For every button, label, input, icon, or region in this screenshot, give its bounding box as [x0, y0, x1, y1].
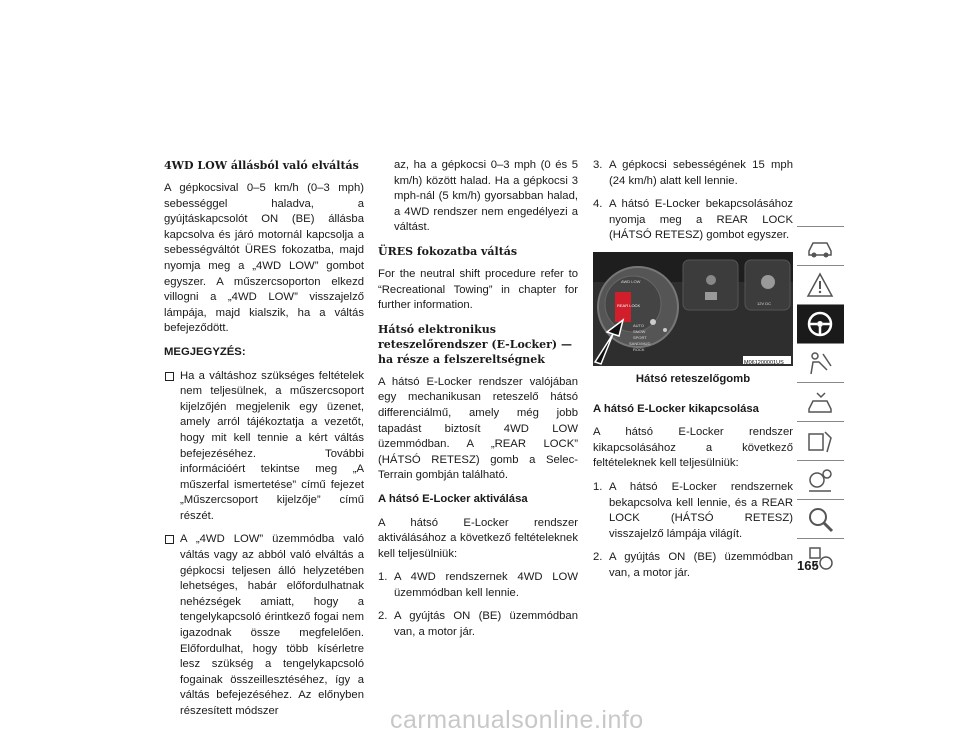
tab-emergency[interactable] — [797, 382, 844, 422]
list-item-text: A hátsó E-Locker bekapcsolásához nyomja meg a REAR LOCK (HÁTSÓ RETESZ) gombot egyszer. — [609, 198, 793, 242]
note-bullet — [164, 369, 364, 525]
paragraph: A hátsó E-Locker rendszer kikapcsolásához a következő feltételeknek kell teljesülniük: — [593, 426, 793, 470]
list-item: 2. A gyújtás ON (BE) üzemmódban van, a motor jár. — [593, 551, 793, 579]
tab-maintenance[interactable] — [797, 421, 844, 461]
photo-code: M061200001US — [744, 359, 784, 366]
bullet-text: A „4WD LOW” üzemmódba való váltás vagy az abból való elváltás a gépkocsi teljesen álló helyzetében lehetséges, habár előfordulhatnak nehézségek amiatt, hogy a tengelykapcsoló érintkező fogai nem igazodnak össze megfelelően. Előfordulhat, hogy több kísérletre lesz szükség a tengelykapcsoló fogainak összeillesztéséhez, így a váltás befejezéséhez. Az előnyben részesített módszer — [180, 533, 364, 717]
index-search-icon — [805, 504, 835, 534]
paragraph: A hátsó E-Locker rendszer valójában egy mechanikusan reteszelő hátsó differenciálmű, amely még jobb tapadást biztosít 4WD LOW üzemmódban. A „REAR LOCK” (HÁTSÓ RETESZ) gomb a Selec-Terrain gombján található. — [378, 375, 578, 482]
photo-label-rear-lock: REAR LOCK — [617, 302, 641, 308]
tab-car-info[interactable] — [797, 226, 844, 266]
tab-warning-lights[interactable] — [797, 265, 844, 305]
subsection-heading: A hátsó E-Locker kikapcsolása — [593, 402, 759, 415]
figure-caption: Hátsó reteszelőgomb — [635, 372, 751, 385]
tab-steering-wheel[interactable] — [797, 304, 844, 344]
list-item: 2. A gyújtás ON (BE) üzemmódban van, a motor jár. — [378, 610, 578, 639]
list-item: 1. A hátsó E-Locker rendszernek bekapcsolva kell lennie, és a REAR LOCK (HÁTSÓ RETESZ) visszajelző lámpája világít. — [593, 480, 793, 540]
list-item-text: A gyújtás ON (BE) üzemmódban van, a motor jár. — [609, 551, 793, 579]
photo-label-12v: 12V DC — [757, 300, 772, 306]
emergency-icon — [805, 387, 835, 417]
list-item-text: A hátsó E-Locker rendszernek bekapcsolva kell lennie, és a REAR LOCK (HÁTSÓ RETESZ) visszajelző lámpája világít. — [609, 480, 793, 540]
list-item-text: A gépkocsi sebességének 15 mph (24 km/h) alatt kell lennie. — [609, 159, 793, 187]
column-middle — [378, 158, 578, 649]
photo-label-rock: ROCK — [633, 346, 645, 352]
list-item-text: A 4WD rendszernek 4WD LOW üzemmódban kell lennie. — [394, 571, 578, 599]
rear-lock-button-photo — [593, 252, 793, 366]
paragraph: For the neutral shift procedure refer to “Recreational Towing” in chapter for further information. — [378, 267, 578, 312]
photo-label-awd: AWD LOW — [621, 278, 641, 284]
paragraph: A gépkocsival 0–5 km/h (0–3 mph) sebességgel haladva, a gyújtáskapcsolót ON (BE) állásba kapcsolva és járó motornál kapcsolja a sebességváltót ÜRES fokozatba, majd nyomja meg a „4WD LOW” gombot egyszer. A műszercsoporton elkezd villogni a „4WD LOW” visszajelző lámpája, majd kialszik, ha a váltás befejeződött. — [164, 182, 364, 335]
car-info-icon — [805, 231, 835, 261]
section-heading: Hátsó elektronikus reteszelőrendszer (E-Locker) — ha része a felszereltségnek — [378, 322, 572, 366]
photo-label-sport: SPORT — [633, 334, 647, 340]
list-item-text: A gyújtás ON (BE) üzemmódban van, a motor jár. — [394, 610, 578, 639]
list-item: 3. A gépkocsi sebességének 15 mph (24 km/h) alatt kell lennie. — [593, 159, 793, 187]
note-bullet — [164, 532, 364, 719]
steering-wheel-icon — [805, 309, 835, 339]
specs-icon — [805, 465, 835, 495]
tab-specs[interactable] — [797, 460, 844, 500]
maintenance-icon — [805, 426, 835, 456]
subsection-heading: A hátsó E-Locker aktiválása — [378, 492, 528, 505]
paragraph: A hátsó E-Locker rendszer aktiválásához a következő feltételeknek kell teljesülniük: — [378, 516, 578, 560]
photo-label-auto: AUTO — [633, 322, 645, 328]
safety-icon — [805, 348, 835, 378]
section-heading: 4WD LOW állásból való elváltás — [164, 159, 359, 172]
column-left — [164, 158, 364, 728]
tab-index[interactable] — [797, 499, 844, 539]
bullet-continuation: az, ha a gépkocsi 0–3 mph (0 és 5 km/h) között halad. Ha a gépkocsi 3 mph-nál (5 km/h) gyorsabban halad, a 4WD rendszer nem engedélyezi a váltást. — [394, 159, 578, 234]
bullet-text: Ha a váltáshoz szükséges feltételek nem teljesülnek, a műszercsoport kijelzőjén megjelenik egy üzenet, amely arról tájékoztatja a vezetőt, hogy mit kell tennie a kért váltás befejezéséhez. További információért tekintse meg „A műszerfal ismertetése” című fejezet „Műszercsoport kijelzője” című részét. — [180, 369, 364, 522]
note-title: MEGJEGYZÉS: — [164, 345, 246, 358]
photo-label-sand-mud: SAND/MUD — [629, 340, 651, 346]
list-item: 1. A 4WD rendszernek 4WD LOW üzemmódban kell lennie. — [378, 571, 578, 599]
warning-lights-icon — [805, 270, 835, 300]
bullet-box-icon — [165, 372, 174, 381]
tab-safety[interactable] — [797, 343, 844, 383]
section-heading: ÜRES fokozatba váltás — [378, 244, 518, 258]
list-item: 4. A hátsó E-Locker bekapcsolásához nyomja meg a REAR LOCK (HÁTSÓ RETESZ) gombot egyszer. — [593, 198, 793, 242]
watermark: carmanualsonline.info — [390, 706, 644, 734]
page-number: 165 — [797, 558, 819, 573]
bullet-box-icon — [165, 535, 174, 544]
photo-label-snow: SNOW — [633, 328, 646, 334]
column-right — [593, 158, 793, 590]
